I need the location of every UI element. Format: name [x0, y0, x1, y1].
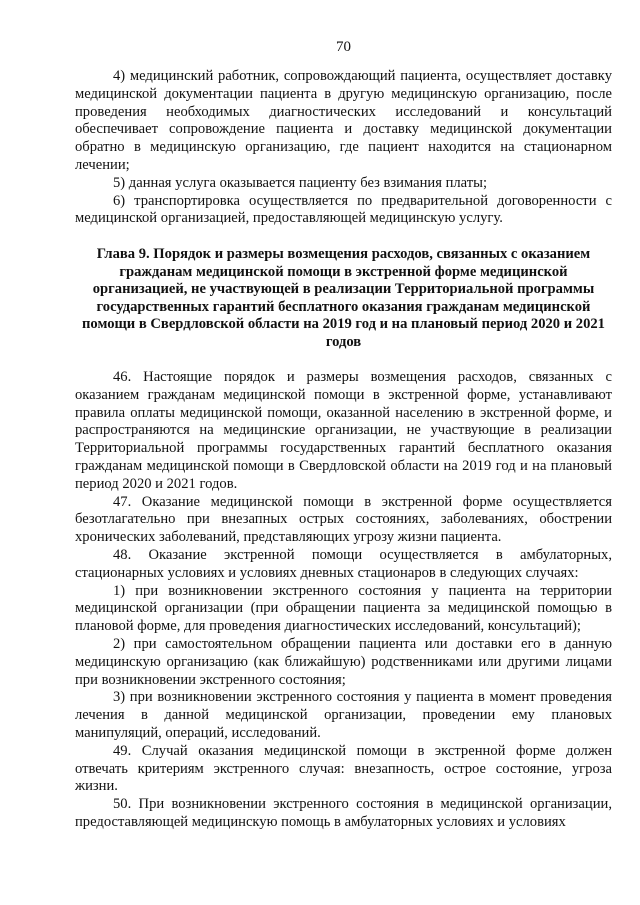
paragraph-48-item-3: 3) при возникновении экстренного состояния у пациента в момент проведения лечения в данной медицинской организации, проведении ему плановых манипуляций, операций, исследований.	[75, 689, 612, 741]
paragraph-48-item-2: 2) при самостоятельном обращении пациента или доставки его в данную медицинскую организацию (как ближайшую) родственниками или другими лицами при возникновении экстренного состояния;	[75, 635, 612, 688]
paragraph-50: 50. При возникновении экстренного состояния в медицинской организации, предоставляющей медицинскую помощь в амбулаторных условиях и условиях	[75, 796, 612, 830]
paragraph-item-4: 4) медицинский работник, сопровождающий пациента, осуществляет доставку медицинской документации пациента в другую медицинскую организацию, после проведения необходимых диагностических исследований и консультаций обеспечивает сопровождение пациента и доставку медицинской документации обратно в медицинскую организацию, где пациент находится на стационарном лечении;	[75, 68, 612, 173]
top-paragraphs	[75, 68, 612, 228]
chapter-heading: Глава 9. Порядок и размеры возмещения расходов, связанных с оказанием гражданам медицинской помощи в экстренной форме медицинской организацией, не участвующей в реализации Территориальной программы государственных гарантий бесплатного оказания гражданам медицинской помощи в Свердловской области на 2019 год и на плановый период 2020 и 2021 годов	[82, 246, 605, 350]
main-paragraphs	[75, 369, 612, 832]
paragraph-49: 49. Случай оказания медицинской помощи в экстренной форме должен отвечать критериям экстренного случая: внезапность, острое состояние, угроза жизни.	[75, 742, 612, 795]
paragraph-48: 48. Оказание экстренной помощи осуществляется в амбулаторных, стационарных условиях и условиях дневных стационаров в следующих случаях:	[75, 546, 612, 581]
paragraph-47: 47. Оказание медицинской помощи в экстренной форме осуществляется безотлагательно при внезапных острых состояниях, заболеваниях, обострении хронических заболеваний, представляющих угрозу жизни пациента.	[75, 493, 612, 546]
page-number: 70	[336, 39, 351, 55]
paragraph-46: 46. Настоящие порядок и размеры возмещения расходов, связанных с оказанием гражданам медицинской помощи в экстренной форме, устанавливают правила оплаты медицинской помощи, оказанной населению в экстренной форме, и распространяются на медицинские организации, не участвующие в реализации Территориальной программы государственных гарантий бесплатного оказания гражданам медицинской помощи в Свердловской области на 2019 год и на плановый период 2020 и 2021 годов.	[75, 369, 612, 492]
paragraph-item-5: 5) данная услуга оказывается пациенту без взимания платы;	[113, 174, 488, 191]
paragraph-item-6: 6) транспортировка осуществляется по предварительной договоренности с медицинской организацией, предоставляющей медицинскую услугу.	[75, 192, 612, 227]
paragraph-48-item-1: 1) при возникновении экстренного состояния у пациента на территории медицинской организации (при обращении пациента за медицинской помощью в плановой форме, для проведения диагностических исследований, консультаций);	[75, 582, 612, 635]
chapter-heading-block	[75, 246, 612, 352]
